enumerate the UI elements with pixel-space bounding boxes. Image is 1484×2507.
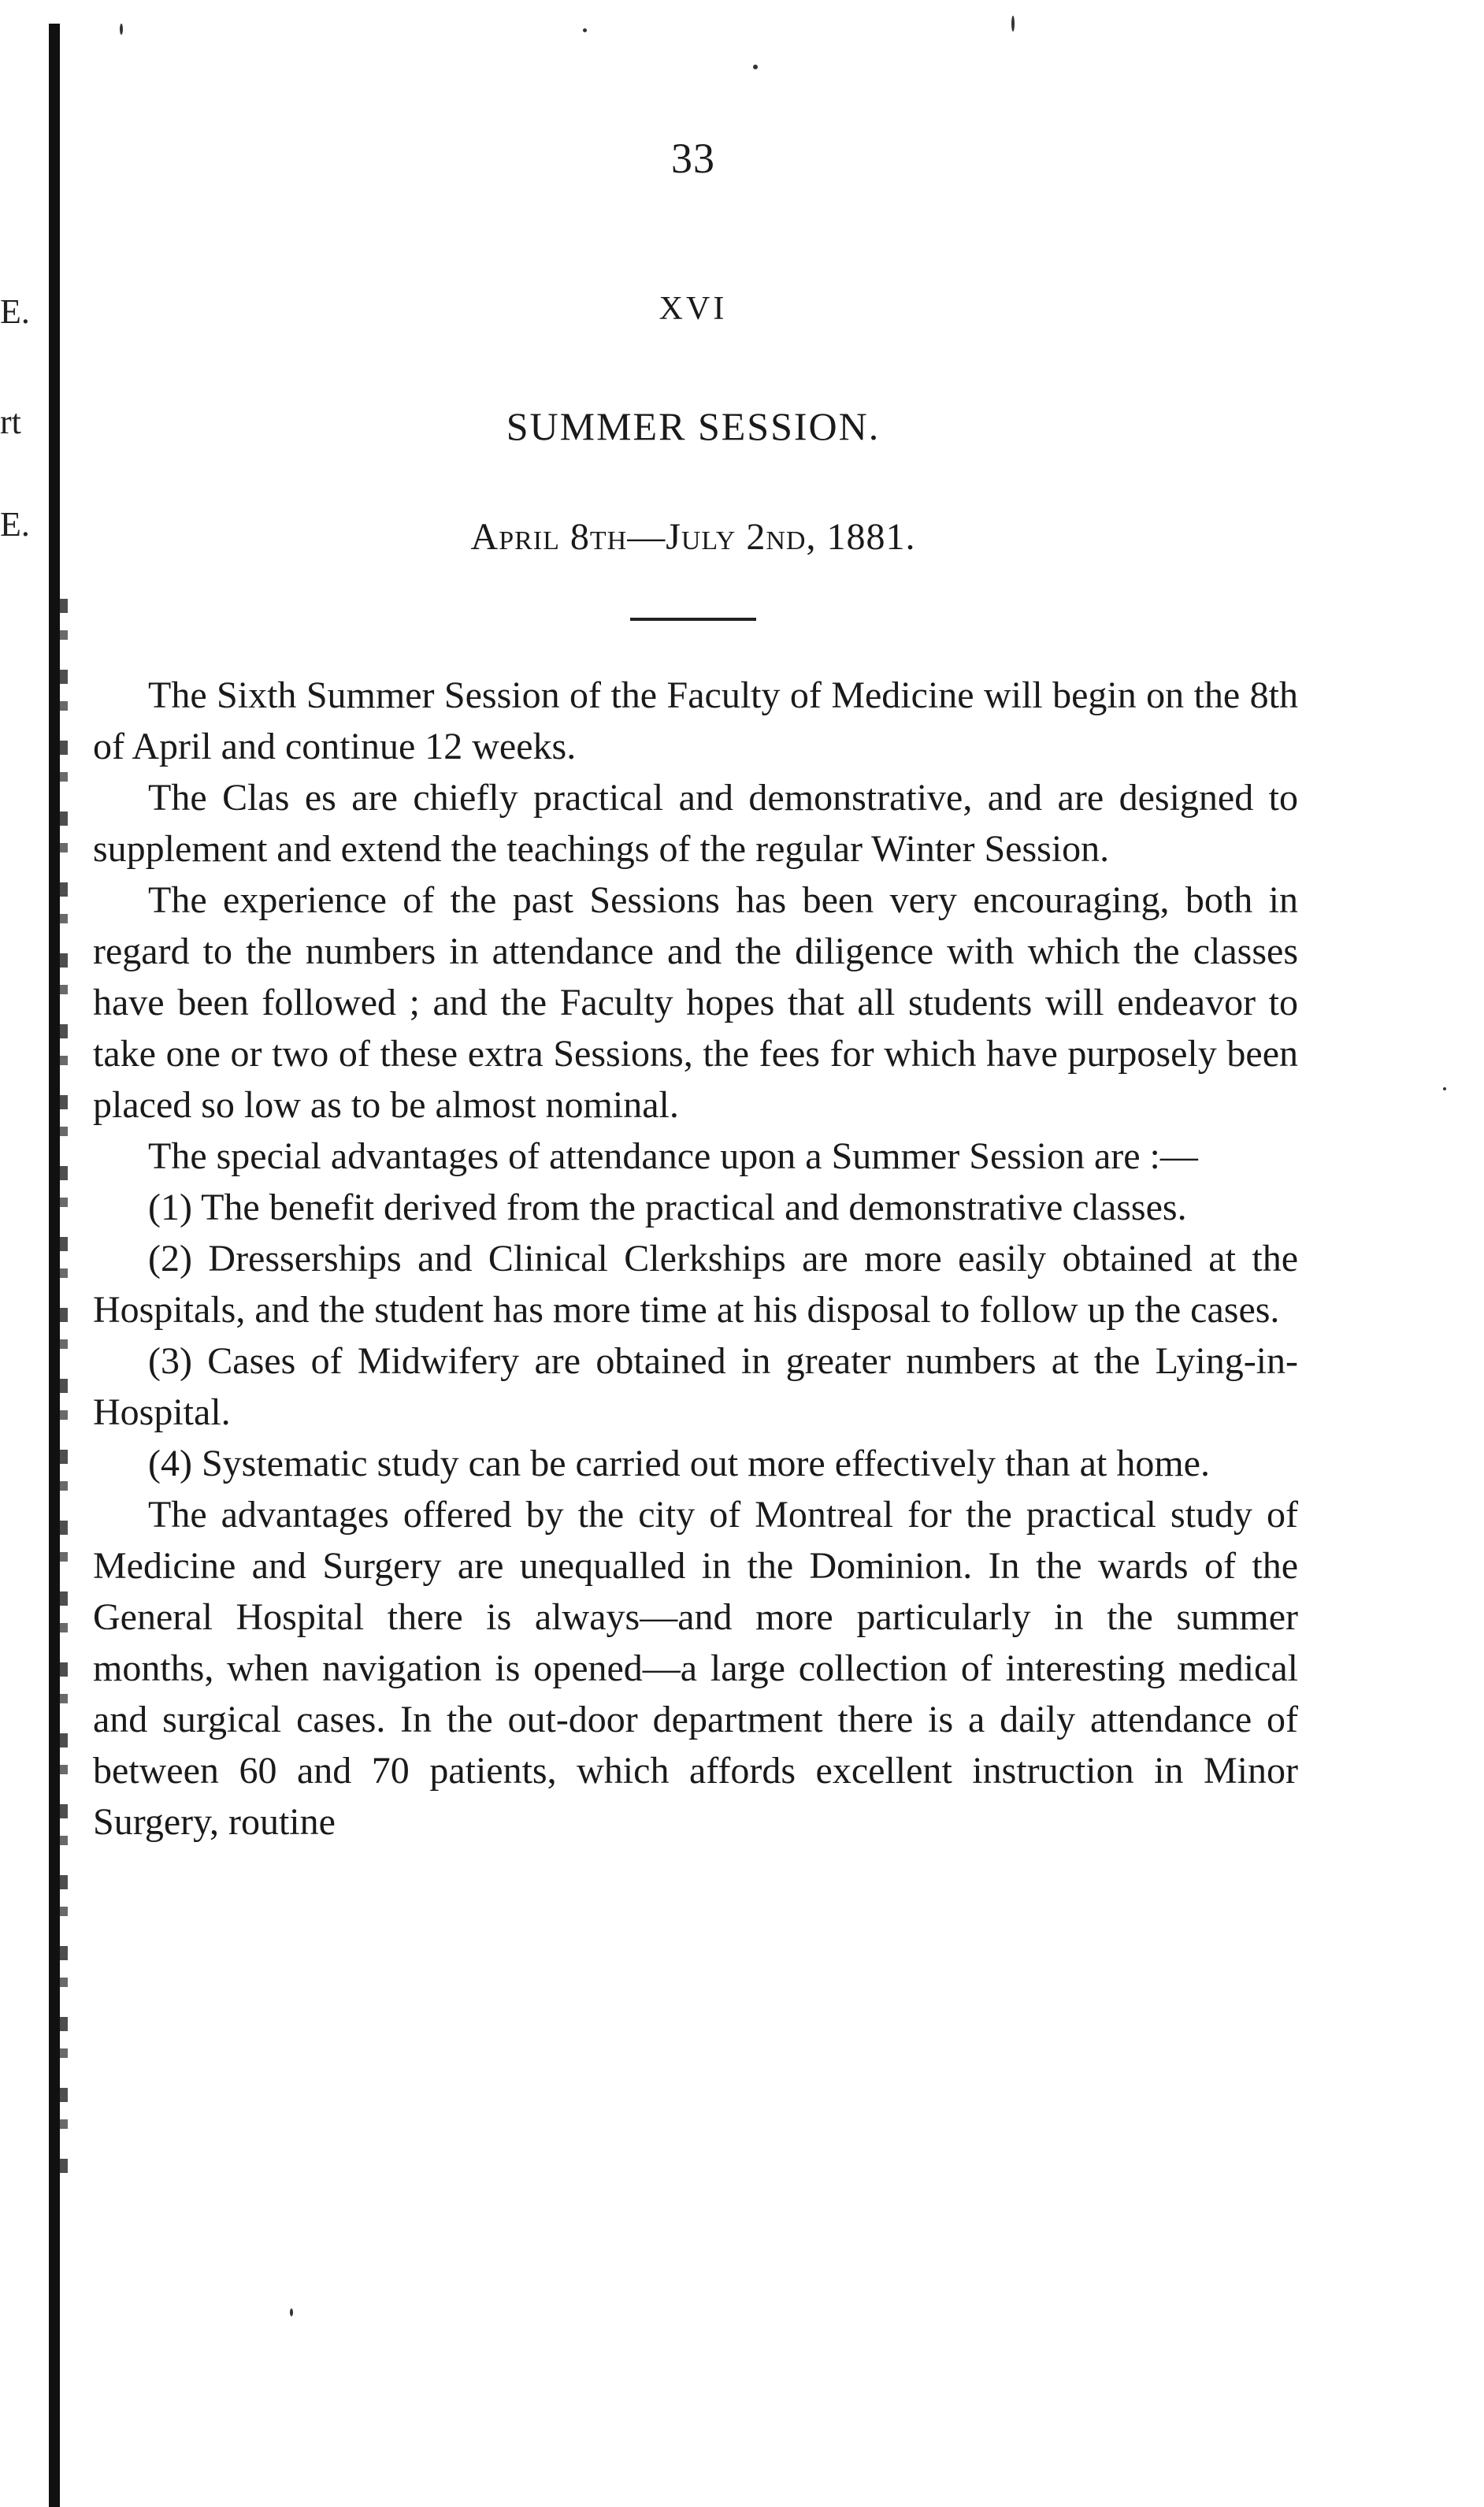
page-number: 33: [671, 135, 715, 182]
paragraph: The special advantages of attendance upon a Summer Session are :—: [148, 1135, 1198, 1177]
divider-rule: [630, 618, 756, 621]
scan-speck: [120, 24, 123, 35]
section-title: SUMMER SESSION.: [506, 404, 881, 448]
section-number: XVI: [659, 291, 728, 327]
scan-speck: [290, 2308, 293, 2316]
session-dates: April 8th—July 2nd, 1881.: [470, 516, 916, 558]
scan-speck: [753, 65, 758, 69]
paragraph: (3) Cases of Midwifery are obtained in greater numbers at the Lying-in-Hospital.: [93, 1340, 1298, 1433]
paragraph: The Sixth Summer Session of the Faculty of Medicine will begin on the 8th of April and continue 12 weeks.: [93, 674, 1298, 767]
scan-speck: [583, 28, 587, 32]
paragraph: (4) Systematic study can be carried out more effectively than at home.: [148, 1443, 1210, 1484]
scan-speck: [1011, 16, 1015, 32]
binding-shadow: [60, 599, 68, 2175]
scan-speck: [1443, 1087, 1446, 1090]
margin-fragment-1: E.: [0, 292, 30, 331]
paragraph: The Clas es are chiefly practical and demonstrative, and are designed to supplement and extend the teachings of the regular Winter Session.: [93, 777, 1298, 870]
margin-fragment-2: rt: [0, 403, 21, 441]
paragraph: The experience of the past Sessions has been very encouraging, both in regard to the numbers in attendance and the diligence with which the classes have been followed ; and the Faculty hopes that all students will endeavor to take one or two of these extra Sessions, the fees for which have purposely been placed so low as to be almost nominal.: [93, 879, 1298, 1126]
paragraph: (1) The benefit derived from the practical and demonstrative classes.: [148, 1187, 1187, 1228]
body-text: [93, 670, 1298, 1848]
binding-edge: [49, 24, 60, 2507]
margin-fragment-3: E.: [0, 505, 30, 544]
paragraph: The advantages offered by the city of Montreal for the practical study of Medicine and Surgery are unequalled in the Dominion. In the wards of the General Hospital there is always—and more particularly in the summer months, when navigation is opened—a large collection of interesting medical and surgical cases. In the out-door department there is a daily attendance of between 60 and 70 patients, which affords excellent instruction in Minor Surgery, routine: [93, 1494, 1298, 1843]
paragraph: (2) Dresserships and Clinical Clerkships are more easily obtained at the Hospitals, and the student has more time at his disposal to follow up the cases.: [93, 1238, 1298, 1331]
